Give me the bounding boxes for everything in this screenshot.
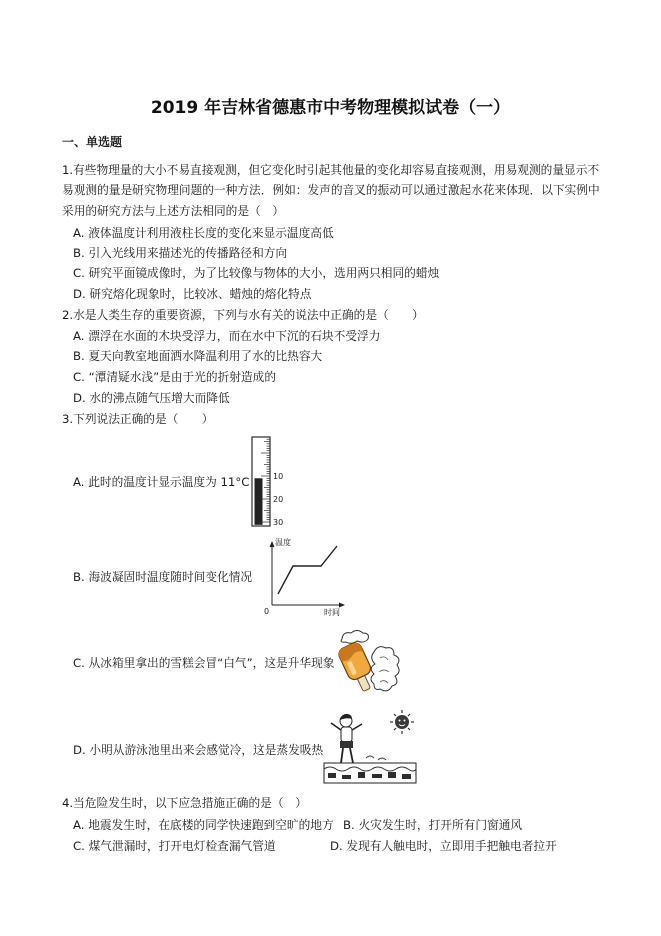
boy-torso xyxy=(341,727,352,742)
question-4-option-d: D. 发现有人触电时，立即用手把触电者拉开 xyxy=(330,839,557,853)
sun-eye-left xyxy=(399,720,401,722)
boy-left-arm xyxy=(331,723,341,730)
question-2-option-b: B. 夏天向教室地面洒水降温利用了水的比热容大 xyxy=(73,349,323,363)
graph-origin-label: 0 xyxy=(264,607,270,616)
popsicle-illustration xyxy=(334,628,404,698)
graph-temperature-curve xyxy=(278,546,337,594)
question-3-stem: 3.下列说法正确的是（ ） xyxy=(62,412,214,426)
question-1-option-b: B. 引入光线用来描述光的传播路径和方向 xyxy=(73,246,288,260)
graph-y-axis-label: 温度 xyxy=(275,538,291,547)
thermometer-label-10: 10 xyxy=(273,472,284,481)
thermometer-svg xyxy=(246,434,294,530)
question-1-stem-line-3: 采用的研究方法与上述方法相同的是（ ） xyxy=(62,204,285,218)
question-2-option-a: A. 漂浮在水面的木块受浮力，而在水中下沉的石块不受浮力 xyxy=(73,329,381,343)
graph-y-axis-arrow xyxy=(270,541,275,547)
question-2-stem: 2.水是人类生存的重要资源，下列与水有关的说法中正确的是（ ） xyxy=(62,308,424,322)
question-1-option-a: A. 液体温度计利用液柱长度的变化来显示温度高低 xyxy=(73,226,334,240)
water-splash xyxy=(366,756,386,760)
question-4-option-c: C. 煤气泄漏时，打开电灯检查漏气管道 xyxy=(73,839,276,853)
exam-title: 2019 年吉林省德惠市中考物理模拟试卷（一） xyxy=(150,98,511,118)
boy-shorts xyxy=(340,741,353,748)
temperature-time-graph xyxy=(262,536,348,618)
question-1-option-c: C. 研究平面镜成像时，为了比较像与物体的大小，选用两只相同的蜡烛 xyxy=(73,266,440,280)
sun-eye-right xyxy=(404,720,406,722)
thermometer-figure xyxy=(246,434,294,530)
graph-x-axis-arrow xyxy=(339,603,345,608)
steam-cloud-right xyxy=(371,647,399,691)
question-4-stem: 4.当危险发生时，以下应急措施正确的是（ ） xyxy=(62,796,307,810)
boy-left-leg xyxy=(341,748,343,763)
pool xyxy=(324,756,416,783)
question-1-option-d: D. 研究熔化现象时，比较冰、蜡烛的熔化特点 xyxy=(73,287,312,301)
question-2-option-d: D. 水的沸点随气压增大而降低 xyxy=(73,391,230,405)
steam-cloud-top xyxy=(341,631,368,644)
question-4-option-b: B. 火灾发生时，打开所有门窗通风 xyxy=(343,818,523,832)
sun xyxy=(390,710,414,734)
question-1-stem-line-1: 1.有些物理量的大小不易直接观测，但它变化时引起其他量的变化却容易直接观测，用易观测的量显示不 xyxy=(62,163,600,177)
question-3-option-d: D. 小明从游泳池里出来会感觉冷，这是蒸发吸热 xyxy=(73,743,324,757)
section-title: 一、单选题 xyxy=(62,135,123,149)
question-1-stem-line-2: 易观测的量是研究物理问题的一种方法．例如：发声的音叉的振动可以通过激起水花来体现．以下实例中 xyxy=(62,183,600,197)
question-4-option-a: A. 地震发生时，在底楼的同学快速跑到空旷的地方 xyxy=(73,818,334,832)
graph-x-axis-label: 时间 xyxy=(324,608,340,617)
thermometer-liquid-column xyxy=(255,478,263,525)
pool-edge xyxy=(324,763,416,783)
popsicle-svg xyxy=(334,628,404,698)
boy-right-arm xyxy=(352,724,362,730)
graph-svg xyxy=(262,536,348,618)
swimmer-svg xyxy=(322,708,420,790)
boy-right-leg xyxy=(350,748,353,763)
thermometer-label-30: 30 xyxy=(273,518,284,527)
swimmer-illustration xyxy=(322,708,420,790)
boy xyxy=(331,714,362,763)
question-3-option-a: A. 此时的温度计显示温度为 11°C xyxy=(73,475,250,489)
thermometer-label-20: 20 xyxy=(273,495,284,504)
question-2-option-c: C. “潭清疑水浅”是由于光的折射造成的 xyxy=(73,370,277,384)
question-3-option-b: B. 海波凝固时温度随时间变化情况 xyxy=(73,570,253,584)
sun-disc xyxy=(395,715,409,729)
question-3-option-c: C. 从冰箱里拿出的雪糕会冒“白气”，这是升华现象 xyxy=(73,656,335,670)
